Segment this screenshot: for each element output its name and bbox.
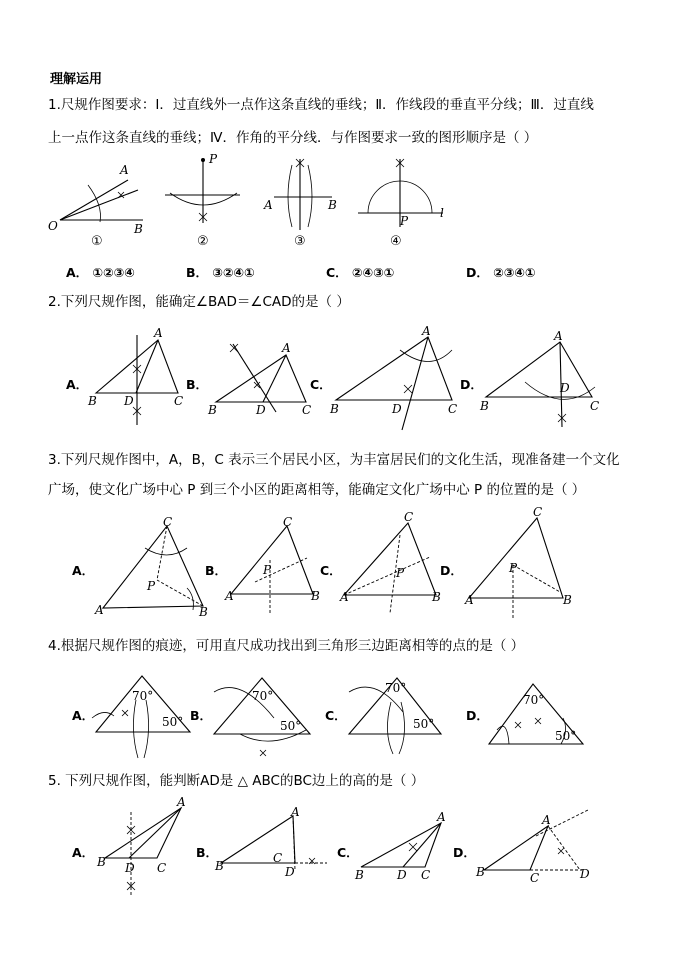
q2fb-ad [263,355,286,402]
q2fc-cross [404,385,412,393]
q2fd-label-d: D [560,381,570,395]
q5-option-a[interactable]: A． [72,845,95,860]
q1f4-label-p: P [400,214,409,228]
q3fa-label-c: C [163,515,173,529]
q1-option-c[interactable]: C． ②④③① [326,265,395,280]
q4fb-angle-70: 70° [252,689,274,703]
q2-figure-b [208,340,318,420]
q5fd-label-a: A [542,813,551,827]
q2fc-ad [402,337,428,430]
q5-figure-a [95,795,195,900]
q2fb-label-a: A [282,341,291,355]
q5-figure-c [355,810,455,885]
q5fc-label-c: C [421,868,431,882]
q3fa-triangle [103,526,203,608]
q4fd-angle-50: 50° [555,729,577,743]
q2fd-label-c: C [590,399,600,413]
q2-figure-d [480,329,610,432]
q1f1-ray-oa [60,180,128,220]
q4fa-cross [122,710,128,716]
q2fa-label-a: A [154,326,163,340]
q3fc-label-b: B [432,590,441,604]
q3fb-triangle [231,526,313,594]
q2fc-label-b: B [330,402,339,416]
q3-figure-b [225,515,325,618]
q4fc-angle-50: 50° [413,717,435,731]
q2-figure-c [330,325,465,435]
q5fb-label-b: B [215,859,224,873]
q3fc-label-c: C [404,510,414,524]
q3-figure-d [465,505,575,620]
q5fc-label-b: B [355,868,364,882]
q4-figure-c [345,672,455,762]
q2-option-b[interactable]: B． [186,377,209,392]
q5fc-triangle [361,823,441,867]
q4-figure-a [92,670,202,760]
q4fd-cross-right [535,718,541,724]
q4fc-arc-right [399,702,405,754]
q3-line2: 广场，使文化广场中心 P 到三个小区的距离相等，能确定文化广场中心 P 的位置的是（ ） [48,482,586,498]
q1-caption-3: ③ [294,234,306,249]
q2-line1: 2.下列尺规作图，能确定∠BAD＝∠CAD的是（ ） [48,294,350,310]
q4fd-arc-left [497,726,509,744]
q5-option-c[interactable]: C． [337,845,359,860]
q2-option-c[interactable]: C． [310,377,332,392]
q3fb-label-b: B [311,589,320,603]
q5fb-label-a: A [291,805,300,819]
q3fc-line-a [344,557,430,595]
q2fc-label-c: C [448,402,458,416]
q3-option-d[interactable]: D． [440,563,463,578]
q3fd-label-p: P [509,561,518,575]
q3fa-arc-top [145,548,187,555]
q5fa-triangle [105,808,181,858]
q5-option-d[interactable]: D． [453,845,476,860]
q1f3-arc-left [288,165,292,227]
q1-figure-1 [48,160,148,240]
q5fc-label-d: D [397,868,407,882]
section-title: 理解运用 [50,72,103,87]
q3fc-triangle [344,523,436,595]
q1-figure-4 [358,155,458,235]
q3-option-b[interactable]: B． [205,563,228,578]
q5fd-label-d: D [580,867,590,881]
q3fc-label-a: A [340,590,349,604]
q5-figure-b [215,805,345,888]
q1-line1: 1.尺规作图要求：Ⅰ．过直线外一点作这条直线的垂线；Ⅱ．作线段的垂直平分线；Ⅲ．过直线 [48,97,594,113]
q4fb-cross [260,750,266,756]
q5fa-label-d: D [125,861,135,875]
q2fc-arc [400,350,452,362]
q1-caption-4: ④ [390,234,402,249]
q1-caption-1: ① [91,234,103,249]
q3fa-bisector-b [157,580,203,606]
q2fa-label-b: B [88,394,97,408]
q1f2-label-p: P [209,152,218,166]
q3fa-bisector-c [157,526,167,580]
q4fd-angle-70: 70° [523,693,545,707]
q5fb-label-c: C [273,851,283,865]
q5fb-label-d: D [285,865,295,879]
q1f4-label-l: l [440,206,444,220]
q5fa-label-c: C [157,861,167,875]
q5fd-label-b: B [476,865,485,879]
q1f2-point-p [201,158,205,162]
q4-option-a[interactable]: A． [72,708,95,723]
q5fd-label-c: C [530,871,540,885]
q5fc-cross [409,843,417,851]
q5fa-label-b: B [97,855,106,869]
q1f1-label-o: O [48,219,58,233]
q5-line1: 5. 下列尺规作图，能判断AD是 △ ABC的BC边上的高的是（ ） [48,773,425,789]
q1-option-d[interactable]: D． ②③④① [466,265,536,280]
q3fb-label-a: A [225,589,234,603]
q3-line1: 3.下列尺规作图中，A，B，C 表示三个居民小区，为丰富居民们的文化生活，现准备建一个文化 [48,452,620,468]
q1-figure-3 [262,155,342,235]
q1f1-label-b: B [134,222,143,236]
q2fb-label-c: C [302,403,312,417]
q2fc-triangle [336,337,452,400]
q4-figure-b [210,672,320,762]
q3-figure-c [340,510,450,615]
q4-figure-d [485,678,595,758]
q3fa-label-a: A [95,603,104,617]
q2-option-d[interactable]: D． [460,377,483,392]
q1-option-b[interactable]: B． ③②④① [186,265,255,280]
q4fa-arc-mid-left [133,700,138,758]
q2fa-label-d: D [124,394,134,408]
q3-option-c[interactable]: C． [320,563,342,578]
q2fc-label-a: A [422,324,431,338]
q4fa-arc-mid-right [144,700,149,758]
q2-option-a[interactable]: A． [66,377,89,392]
q4fc-arc-left [387,702,393,754]
q4-line1: 4.根据尺规作图的痕迹，可用直尺成功找出到三角形三边距离相等的点的是（ ） [48,638,525,654]
q2fd-triangle [486,342,592,397]
q5fa-label-a: A [177,795,186,809]
q5fc-ad [403,823,441,867]
q1f3-arc-right [308,165,312,227]
q1-caption-2: ② [197,234,209,249]
q2fa-label-c: C [174,394,184,408]
q3-figure-a [95,515,215,619]
q3fc-label-p: P [396,566,405,580]
q1f1-arc [88,185,101,222]
q5fa-ad [129,808,181,858]
q1f3-label-a: A [264,198,273,212]
q3fb-label-c: C [283,515,293,529]
q2fc-label-d: D [392,402,402,416]
q4fd-cross-left [515,722,521,728]
q3fb-label-p: P [263,563,272,577]
q4fa-angle-50: 50° [162,715,184,729]
q4-option-c[interactable]: C． [325,708,347,723]
q3fa-label-b: B [199,605,208,619]
q2fb-label-b: B [208,403,217,417]
q5fb-triangle [221,816,295,863]
q2fb-triangle [216,355,306,402]
q3fd-line-b [513,565,560,592]
q5-figure-d [476,808,606,888]
q4fc-angle-70: 70° [385,681,407,695]
q3fd-label-c: C [533,505,543,519]
q1-option-a[interactable]: A． ①②③④ [66,265,135,280]
q3fd-label-b: B [563,593,572,607]
q5fd-triangle [484,826,548,870]
q3-option-a[interactable]: A． [72,563,95,578]
q1f3-label-b: B [328,198,337,212]
q5fc-label-a: A [437,810,446,824]
q3fa-label-p: P [147,579,156,593]
q2fd-label-b: B [480,399,489,413]
q4fa-angle-70: 70° [132,689,154,703]
q5-option-b[interactable]: B． [196,845,219,860]
q4-option-b[interactable]: B． [190,708,213,723]
q5fd-cross [558,848,564,854]
q1-line2: 上一点作这条直线的垂线；Ⅳ．作角的平分线．与作图要求一致的图形顺序是（ ） [48,130,538,146]
q4-option-d[interactable]: D． [466,708,489,723]
q1f1-label-a: A [120,163,129,177]
q1-figure-2 [165,152,245,235]
q3fd-label-a: A [465,593,474,607]
q2fd-label-a: A [554,329,563,343]
q4fb-angle-50: 50° [280,719,302,733]
q2-figure-a [88,325,198,430]
q2fb-label-d: D [256,403,266,417]
